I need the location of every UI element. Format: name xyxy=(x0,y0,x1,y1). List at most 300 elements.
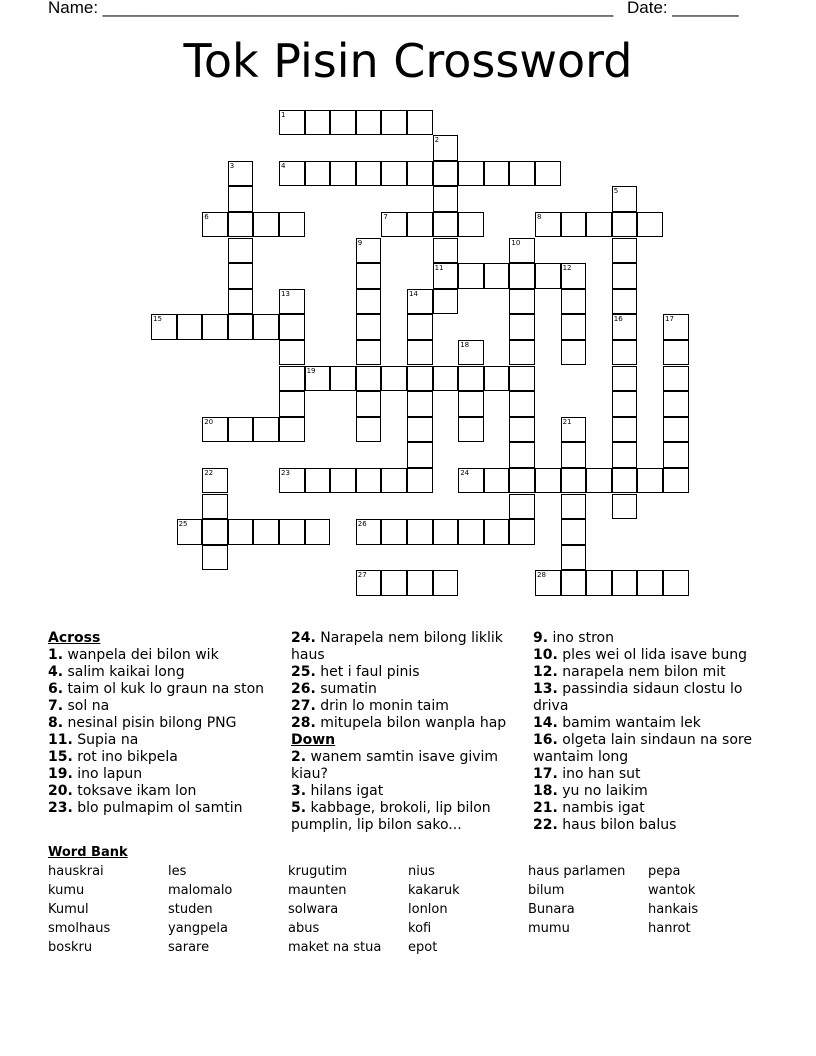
clue-text: salim kaikai long xyxy=(63,664,185,680)
crossword-cell[interactable] xyxy=(177,519,203,545)
clue-number: 11. xyxy=(48,732,73,748)
down-clue-list-continued xyxy=(533,630,768,834)
crossword-cell[interactable] xyxy=(356,468,382,494)
across-clue-list xyxy=(48,647,283,817)
clue-text: ples wei ol lida isave bung xyxy=(557,647,748,663)
crossword-cell[interactable] xyxy=(407,110,433,136)
crossword-cell[interactable] xyxy=(356,314,382,340)
word-bank-item: pepa xyxy=(648,864,681,879)
crossword-cell[interactable] xyxy=(381,570,407,596)
word-bank-item: krugutim xyxy=(288,864,347,879)
crossword-cell[interactable] xyxy=(535,570,561,596)
word-bank-item: haus parlamen xyxy=(528,864,626,879)
clue xyxy=(291,630,526,664)
word-bank-item: les xyxy=(168,864,187,879)
crossword-cell[interactable] xyxy=(177,314,203,340)
crossword-cell[interactable] xyxy=(228,263,254,289)
crossword-cell[interactable] xyxy=(484,519,510,545)
cell-number: 12 xyxy=(562,264,572,273)
clue xyxy=(533,681,768,715)
crossword-cell[interactable] xyxy=(663,391,689,417)
crossword-cell[interactable] xyxy=(458,212,484,238)
crossword-cell[interactable] xyxy=(202,494,228,520)
crossword-cell[interactable] xyxy=(407,212,433,238)
crossword-cell[interactable] xyxy=(509,263,535,289)
crossword-cell[interactable] xyxy=(356,340,382,366)
clue-number: 10. xyxy=(533,647,558,663)
clue-text: wanpela dei bilon wik xyxy=(63,647,219,663)
cell-number: 13 xyxy=(281,289,290,298)
word-bank-item: mumu xyxy=(528,921,570,936)
word-bank-item: nius xyxy=(408,864,435,879)
word-bank-item: maunten xyxy=(288,883,347,898)
word-bank-heading: Word Bank xyxy=(48,845,128,860)
cell-number: 2 xyxy=(434,136,440,145)
clue-number: 28. xyxy=(291,715,316,731)
clue-text: passindia sidaun clostu lo driva xyxy=(533,681,743,714)
crossword-cell[interactable] xyxy=(663,417,689,443)
crossword-cell[interactable] xyxy=(509,161,535,187)
crossword-cell[interactable] xyxy=(407,314,433,340)
crossword-cell[interactable] xyxy=(356,366,382,392)
word-bank-item: smolhaus xyxy=(48,921,111,936)
crossword-cell[interactable] xyxy=(458,263,484,289)
word-bank-item: Kumul xyxy=(48,902,89,917)
crossword-cell[interactable] xyxy=(202,314,228,340)
crossword-cell[interactable] xyxy=(561,442,587,468)
crossword-cell[interactable] xyxy=(407,570,433,596)
crossword-cell[interactable] xyxy=(561,263,587,289)
crossword-cell[interactable] xyxy=(561,212,587,238)
clue-number: 24. xyxy=(291,630,316,646)
crossword-cell[interactable] xyxy=(305,366,331,392)
crossword-cell[interactable] xyxy=(202,519,228,545)
word-bank-item: wantok xyxy=(648,883,696,898)
cell-number: 18 xyxy=(460,340,470,349)
cell-number: 20 xyxy=(204,417,214,426)
cell-number: 10 xyxy=(511,238,521,247)
word-bank-item: hauskrai xyxy=(48,864,104,879)
crossword-cell[interactable] xyxy=(279,417,305,443)
crossword-cell[interactable] xyxy=(279,366,305,392)
crossword-cell[interactable] xyxy=(356,238,382,264)
cell-number: 19 xyxy=(306,366,316,375)
word-bank-item: sarare xyxy=(168,940,210,955)
clue-number: 13. xyxy=(533,681,558,697)
clue-number: 27. xyxy=(291,698,316,714)
crossword-cell[interactable] xyxy=(228,238,254,264)
clue-number: 1. xyxy=(48,647,64,663)
crossword-cell[interactable] xyxy=(509,519,535,545)
crossword-cell[interactable] xyxy=(509,340,535,366)
crossword-cell[interactable] xyxy=(586,212,612,238)
clue xyxy=(291,715,526,732)
clue-text: haus bilon balus xyxy=(557,817,677,833)
clue xyxy=(48,715,283,732)
crossword-cell[interactable] xyxy=(407,366,433,392)
clue xyxy=(48,783,283,800)
crossword-cell[interactable] xyxy=(407,442,433,468)
crossword-cell[interactable] xyxy=(433,135,459,161)
clue-number: 23. xyxy=(48,800,73,816)
clue-number: 3. xyxy=(291,783,307,799)
cell-number: 9 xyxy=(357,238,363,247)
crossword-cell[interactable] xyxy=(253,212,279,238)
clue-text: sol na xyxy=(63,698,110,714)
clue-number: 17. xyxy=(533,766,558,782)
crossword-cell[interactable] xyxy=(663,468,689,494)
clue xyxy=(533,630,768,647)
cell-number: 27 xyxy=(357,571,367,580)
crossword-cell[interactable] xyxy=(484,366,510,392)
clue-text: ino stron xyxy=(548,630,614,646)
cell-number: 21 xyxy=(562,417,572,426)
crossword-cell[interactable] xyxy=(253,417,279,443)
crossword-cell[interactable] xyxy=(279,110,305,136)
crossword-cell[interactable] xyxy=(561,519,587,545)
clue xyxy=(48,681,283,698)
crossword-cell[interactable] xyxy=(612,570,638,596)
crossword-cell[interactable] xyxy=(433,570,459,596)
crossword-cell[interactable] xyxy=(586,570,612,596)
crossword-cell[interactable] xyxy=(663,570,689,596)
clue xyxy=(533,647,768,664)
crossword-cell[interactable] xyxy=(612,391,638,417)
crossword-cell[interactable] xyxy=(561,570,587,596)
crossword-cell[interactable] xyxy=(356,289,382,315)
crossword-cell[interactable] xyxy=(305,519,331,545)
clue xyxy=(48,800,283,817)
crossword-cell[interactable] xyxy=(458,366,484,392)
crossword-cell[interactable] xyxy=(330,110,356,136)
crossword-cell[interactable] xyxy=(612,468,638,494)
cell-number: 26 xyxy=(357,520,367,529)
clue-text: drin lo monin taim xyxy=(315,698,449,714)
clue-text: taim ol kuk lo graun na ston xyxy=(63,681,265,697)
clue xyxy=(533,800,768,817)
cell-number: 5 xyxy=(613,187,619,196)
crossword-cell[interactable] xyxy=(305,468,331,494)
crossword-cell[interactable] xyxy=(663,314,689,340)
clue-text: hilans igat xyxy=(306,783,384,799)
clue-number: 20. xyxy=(48,783,73,799)
cell-number: 15 xyxy=(153,315,162,324)
crossword-cell[interactable] xyxy=(433,186,459,212)
crossword-cell[interactable] xyxy=(202,212,228,238)
word-bank-item: kakaruk xyxy=(408,883,460,898)
crossword-cell[interactable] xyxy=(509,417,535,443)
crossword-cell[interactable] xyxy=(433,212,459,238)
word-bank-item: epot xyxy=(408,940,438,955)
crossword-cell[interactable] xyxy=(433,366,459,392)
crossword-cell[interactable] xyxy=(228,314,254,340)
clue-text: ino lapun xyxy=(72,766,143,782)
crossword-cell[interactable] xyxy=(663,366,689,392)
word-bank-item: lonlon xyxy=(408,902,448,917)
crossword-cell[interactable] xyxy=(407,468,433,494)
crossword-cell[interactable] xyxy=(484,161,510,187)
crossword-cell[interactable] xyxy=(509,494,535,520)
cell-number: 4 xyxy=(281,161,286,170)
clue-text: yu no laikim xyxy=(557,783,648,799)
crossword-cell[interactable] xyxy=(433,289,459,315)
clue-text: bamim wantaim lek xyxy=(557,715,701,731)
crossword-cell[interactable] xyxy=(509,289,535,315)
crossword-cell[interactable] xyxy=(509,442,535,468)
crossword-cell[interactable] xyxy=(509,238,535,264)
crossword-cell[interactable] xyxy=(305,161,331,187)
crossword-cell[interactable] xyxy=(612,366,638,392)
clue-number: 8. xyxy=(48,715,64,731)
crossword-cell[interactable] xyxy=(407,340,433,366)
crossword-cell[interactable] xyxy=(484,263,510,289)
crossword-cell[interactable] xyxy=(458,519,484,545)
clue xyxy=(291,800,526,834)
clue xyxy=(48,749,283,766)
word-bank-item: yangpela xyxy=(168,921,228,936)
crossword-cell[interactable] xyxy=(561,545,587,571)
clue-number: 25. xyxy=(291,664,316,680)
crossword-cell[interactable] xyxy=(407,519,433,545)
crossword-cell[interactable] xyxy=(484,468,510,494)
crossword-cell[interactable] xyxy=(202,417,228,443)
crossword-cell[interactable] xyxy=(305,110,331,136)
clue-text: mitupela bilon wanpla hap xyxy=(315,715,507,731)
crossword-cell[interactable] xyxy=(561,289,587,315)
crossword-cell[interactable] xyxy=(637,468,663,494)
word-bank-item: malomalo xyxy=(168,883,233,898)
crossword-cell[interactable] xyxy=(535,263,561,289)
crossword-cell[interactable] xyxy=(458,468,484,494)
word-bank-item: bilum xyxy=(528,883,565,898)
down-heading: Down xyxy=(291,732,336,748)
clues-column-2 xyxy=(291,630,526,834)
word-bank-item: Bunara xyxy=(528,902,575,917)
crossword-cell[interactable] xyxy=(612,238,638,264)
clue-text: kabbage, brokoli, lip bilon pumplin, lip bilon sako... xyxy=(291,800,491,833)
crossword-cell[interactable] xyxy=(612,417,638,443)
crossword-cell[interactable] xyxy=(433,238,459,264)
clue-number: 5. xyxy=(291,800,307,816)
crossword-cell[interactable] xyxy=(612,442,638,468)
cell-number: 1 xyxy=(281,110,286,119)
crossword-cell[interactable] xyxy=(458,417,484,443)
crossword-cell[interactable] xyxy=(612,186,638,212)
crossword-cell[interactable] xyxy=(637,212,663,238)
crossword-cell[interactable] xyxy=(228,519,254,545)
cell-number: 14 xyxy=(409,289,418,298)
word-bank-item: boskru xyxy=(48,940,93,955)
clue xyxy=(533,766,768,783)
cell-number: 6 xyxy=(204,212,209,221)
crossword-cell[interactable] xyxy=(356,519,382,545)
down-clue-list xyxy=(291,749,526,834)
clue-number: 21. xyxy=(533,800,558,816)
crossword-cell[interactable] xyxy=(612,314,638,340)
cell-number: 23 xyxy=(281,468,290,477)
clue-number: 15. xyxy=(48,749,73,765)
crossword-cell[interactable] xyxy=(279,314,305,340)
crossword-cell[interactable] xyxy=(381,161,407,187)
word-bank-item: kofi xyxy=(408,921,432,936)
crossword-cell[interactable] xyxy=(202,545,228,571)
word-bank-item: kumu xyxy=(48,883,85,898)
word-bank-item: hanrot xyxy=(648,921,691,936)
crossword-cell[interactable] xyxy=(535,212,561,238)
clue-text: het i faul pinis xyxy=(315,664,420,680)
clue-text: rot ino bikpela xyxy=(72,749,178,765)
crossword-cell[interactable] xyxy=(279,289,305,315)
crossword-cell[interactable] xyxy=(330,468,356,494)
crossword-cell[interactable] xyxy=(279,468,305,494)
crossword-cell[interactable] xyxy=(356,391,382,417)
word-bank-item: maket na stua xyxy=(288,940,382,955)
cell-number: 24 xyxy=(460,468,470,477)
clues-column-3 xyxy=(533,630,768,834)
crossword-cell[interactable] xyxy=(407,391,433,417)
crossword-cell[interactable] xyxy=(330,366,356,392)
crossword-cell[interactable] xyxy=(561,417,587,443)
across-clue-list-continued xyxy=(291,630,526,732)
word-bank-item: studen xyxy=(168,902,213,917)
clue-number: 22. xyxy=(533,817,558,833)
crossword-cell[interactable] xyxy=(612,289,638,315)
clue xyxy=(48,647,283,664)
crossword-cell[interactable] xyxy=(356,570,382,596)
crossword-cell[interactable] xyxy=(509,366,535,392)
crossword-cell[interactable] xyxy=(356,161,382,187)
cell-number: 8 xyxy=(537,212,542,221)
clue xyxy=(48,766,283,783)
crossword-cell[interactable] xyxy=(561,494,587,520)
crossword-cell[interactable] xyxy=(356,110,382,136)
clue-number: 4. xyxy=(48,664,64,680)
crossword-cell[interactable] xyxy=(381,212,407,238)
crossword-cell[interactable] xyxy=(535,468,561,494)
crossword-cell[interactable] xyxy=(561,468,587,494)
crossword-cell[interactable] xyxy=(381,110,407,136)
clue-text: olgeta lain sindaun na sore wantaim long xyxy=(533,732,752,765)
crossword-cell[interactable] xyxy=(586,468,612,494)
crossword-cell[interactable] xyxy=(663,340,689,366)
crossword-cell[interactable] xyxy=(561,314,587,340)
clues-column-1 xyxy=(48,630,283,817)
crossword-cell[interactable] xyxy=(279,340,305,366)
clue-number: 18. xyxy=(533,783,558,799)
crossword-cell[interactable] xyxy=(279,519,305,545)
crossword-cell[interactable] xyxy=(228,161,254,187)
crossword-cell[interactable] xyxy=(356,263,382,289)
cell-number: 3 xyxy=(229,161,235,170)
cell-number: 16 xyxy=(613,315,623,324)
crossword-cell[interactable] xyxy=(356,417,382,443)
clue xyxy=(291,749,526,783)
clue-text: nambis igat xyxy=(557,800,645,816)
crossword-cell[interactable] xyxy=(228,289,254,315)
name-field: Name: ______________________________________________________ xyxy=(48,0,614,17)
clue xyxy=(533,817,768,834)
crossword-cell[interactable] xyxy=(535,161,561,187)
clue-number: 6. xyxy=(48,681,64,697)
crossword-cell[interactable] xyxy=(458,340,484,366)
clue xyxy=(533,732,768,766)
crossword-cell[interactable] xyxy=(381,519,407,545)
cell-number: 17 xyxy=(665,315,674,324)
crossword-cell[interactable] xyxy=(663,442,689,468)
crossword-cell[interactable] xyxy=(407,161,433,187)
clue xyxy=(291,698,526,715)
clue-text: blo pulmapim ol samtin xyxy=(72,800,243,816)
word-bank-item: solwara xyxy=(288,902,339,917)
clue-text: ino han sut xyxy=(557,766,641,782)
crossword-cell[interactable] xyxy=(279,161,305,187)
crossword-cell[interactable] xyxy=(612,212,638,238)
clue-text: wanem samtin isave givim kiau? xyxy=(291,749,499,782)
crossword-cell[interactable] xyxy=(612,494,638,520)
crossword-cell[interactable] xyxy=(458,161,484,187)
crossword-cell[interactable] xyxy=(253,519,279,545)
clue xyxy=(291,783,526,800)
crossword-cell[interactable] xyxy=(381,366,407,392)
crossword-cell[interactable] xyxy=(228,212,254,238)
crossword-cell[interactable] xyxy=(202,468,228,494)
clue-text: sumatin xyxy=(315,681,377,697)
crossword-cell[interactable] xyxy=(407,289,433,315)
clue xyxy=(48,664,283,681)
crossword-cell[interactable] xyxy=(330,161,356,187)
clue xyxy=(533,664,768,681)
across-heading: Across xyxy=(48,630,101,646)
cell-number: 22 xyxy=(204,468,214,477)
clue xyxy=(48,732,283,749)
crossword-cell[interactable] xyxy=(458,391,484,417)
crossword-cell[interactable] xyxy=(612,263,638,289)
clue xyxy=(291,664,526,681)
crossword-cell[interactable] xyxy=(433,519,459,545)
crossword-cell[interactable] xyxy=(509,468,535,494)
crossword-cell[interactable] xyxy=(433,263,459,289)
crossword-cell[interactable] xyxy=(433,161,459,187)
crossword-cell[interactable] xyxy=(279,391,305,417)
cell-number: 25 xyxy=(178,520,188,529)
crossword-cell[interactable] xyxy=(407,417,433,443)
crossword-cell[interactable] xyxy=(509,391,535,417)
crossword-cell[interactable] xyxy=(612,340,638,366)
crossword-cell[interactable] xyxy=(637,570,663,596)
cell-number: 11 xyxy=(434,264,444,273)
clue-number: 16. xyxy=(533,732,558,748)
clue-text: toksave ikam lon xyxy=(72,783,197,799)
crossword-cell[interactable] xyxy=(381,468,407,494)
cell-number: 7 xyxy=(383,212,388,221)
crossword-cell[interactable] xyxy=(253,314,279,340)
crossword-cell[interactable] xyxy=(561,340,587,366)
crossword-cell[interactable] xyxy=(228,417,254,443)
clue-number: 9. xyxy=(533,630,549,646)
word-bank-item: hankais xyxy=(648,902,699,917)
crossword-cell[interactable] xyxy=(509,314,535,340)
clue-number: 26. xyxy=(291,681,316,697)
crossword-cell[interactable] xyxy=(279,212,305,238)
clue xyxy=(533,715,768,732)
word-bank-item: abus xyxy=(288,921,320,936)
crossword-cell[interactable] xyxy=(151,314,177,340)
clue-text: Supia na xyxy=(72,732,139,748)
clue-text: Narapela nem bilong liklik haus xyxy=(291,630,503,663)
page-title: Tok Pisin Crossword xyxy=(183,34,633,88)
clue-number: 2. xyxy=(291,749,307,765)
crossword-cell[interactable] xyxy=(228,186,254,212)
